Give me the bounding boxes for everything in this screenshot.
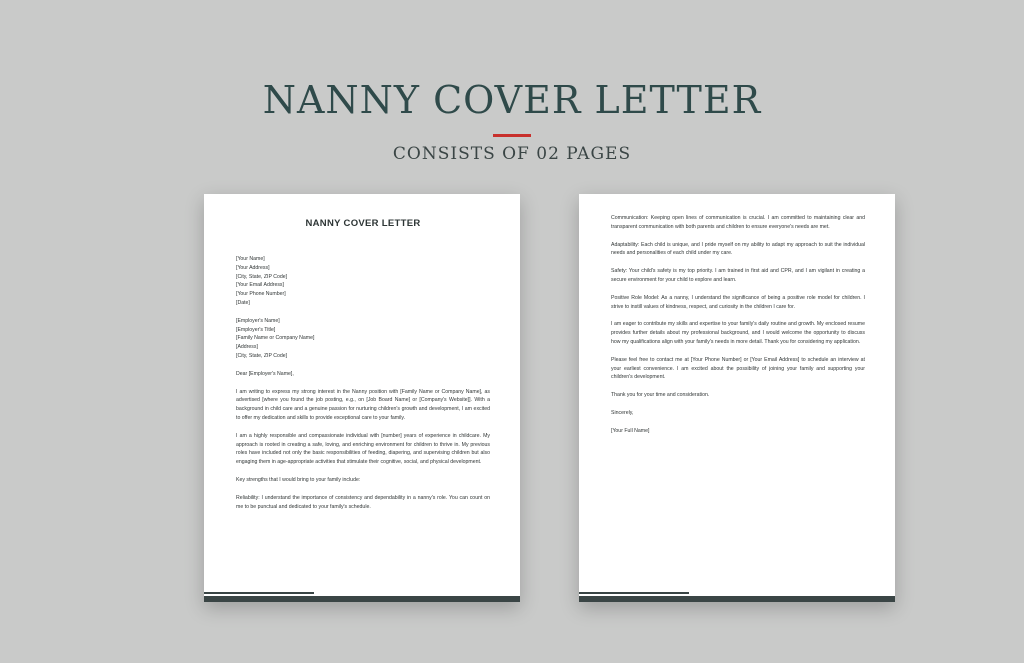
- hero-subtitle: CONSISTS OF 02 PAGES: [392, 144, 632, 164]
- paragraph-experience: I am a highly responsible and compassionate individual with [number] years of experience in childcare. My approach is rooted in creating a safe, loving, and enriching environment for children to thrive in. My previous roles have included not only the basic responsibilities of feeding, diapering, and supervising children but also engaging them in age-appropriate activities that stimulate their cognitive, social, and physical development.: [236, 432, 490, 466]
- paragraph-communication: Communication: Keeping open lines of communication is crucial. I am committed to maintaining clear and transparent communication with both parents and children to ensure everyone's needs are met.: [611, 215, 865, 230]
- accent-divider: [493, 134, 531, 137]
- paragraph-eager: I am eager to contribute my skills and expertise to your family's daily routine and growth. My enclosed resume provides further details about my professional background, and I would welcome the opportunity to discuss how my qualifications align with your family's needs in more detail. Thank you for considering my application.: [611, 321, 865, 345]
- sender-phone: [Your Phone Number]: [236, 291, 286, 298]
- paragraph-intro: I am writing to express my strong interest in the Nanny position with [Family Name or Company Name], as advertised [where you found the job posting, e.g., on [Job Board Name] or [Company's Website]]. With a background in child care and a genuine passion for nurturing children's growth and development, I am excited to offer my dedication and skills to provide exceptional care to your family.: [236, 388, 490, 421]
- paragraph-adaptability: Adaptability: Each child is unique, and I pride myself on my ability to adapt my approach to suit the individual needs and personalities of each child under my care.: [611, 241, 865, 257]
- recipient-address-block: [236, 317, 490, 361]
- paragraph-strengths-intro: Key strengths that I would bring to your family include:: [236, 476, 361, 483]
- recipient-name: [Employer's Name]: [236, 317, 280, 324]
- paragraph-contact: Please feel free to contact me at [Your Phone Number] or [Your Email Address] to schedule an interview at your earliest convenience. I am excited about the possibility of joining your family and supporting your children's development.: [611, 356, 865, 381]
- hero-title: NANNY COVER LETTER: [262, 78, 762, 122]
- document-page-2: [579, 194, 895, 602]
- sender-address: [Your Address]: [236, 264, 270, 271]
- document-page-1: [204, 194, 520, 602]
- page-footer-bar: [204, 592, 520, 602]
- salutation: Dear [Employer's Name],: [236, 370, 294, 377]
- recipient-address: [Address]: [236, 344, 258, 351]
- recipient-company: [Family Name or Company Name]: [236, 335, 315, 342]
- paragraph-reliability: Reliability: I understand the importance of consistency and dependability in a nanny's role. You can count on me to be punctual and dedicated to your family's schedule.: [236, 494, 490, 510]
- sender-address-block: [236, 255, 490, 308]
- sender-date: [Date]: [236, 299, 250, 306]
- signature: [Your Full Name]: [611, 427, 650, 434]
- paragraph-role-model: Positive Role Model: As a nanny, I understand the significance of being a positive role model for children. I strive to instill values of kindness, respect, and curiosity in the children I care for.: [611, 294, 865, 310]
- closing: Sincerely,: [611, 409, 634, 416]
- page-1-content: [236, 194, 490, 520]
- sender-city: [City, State, ZIP Code]: [236, 273, 288, 280]
- sender-name: [Your Name]: [236, 256, 265, 262]
- recipient-title: [Employer's Title]: [236, 326, 276, 333]
- recipient-city: [City, State, ZIP Code]: [236, 352, 288, 359]
- sender-email: [Your Email Address]: [236, 282, 284, 289]
- paragraph-thanks: Thank you for your time and consideration.: [611, 392, 710, 399]
- page-2-content: [611, 214, 865, 445]
- paragraph-safety: Safety: Your child's safety is my top priority. I am trained in first aid and CPR, and I am vigilant in creating a secure environment for your child to explore and learn.: [611, 268, 865, 283]
- page-footer-bar: [579, 592, 895, 602]
- document-heading: NANNY COVER LETTER: [305, 218, 421, 229]
